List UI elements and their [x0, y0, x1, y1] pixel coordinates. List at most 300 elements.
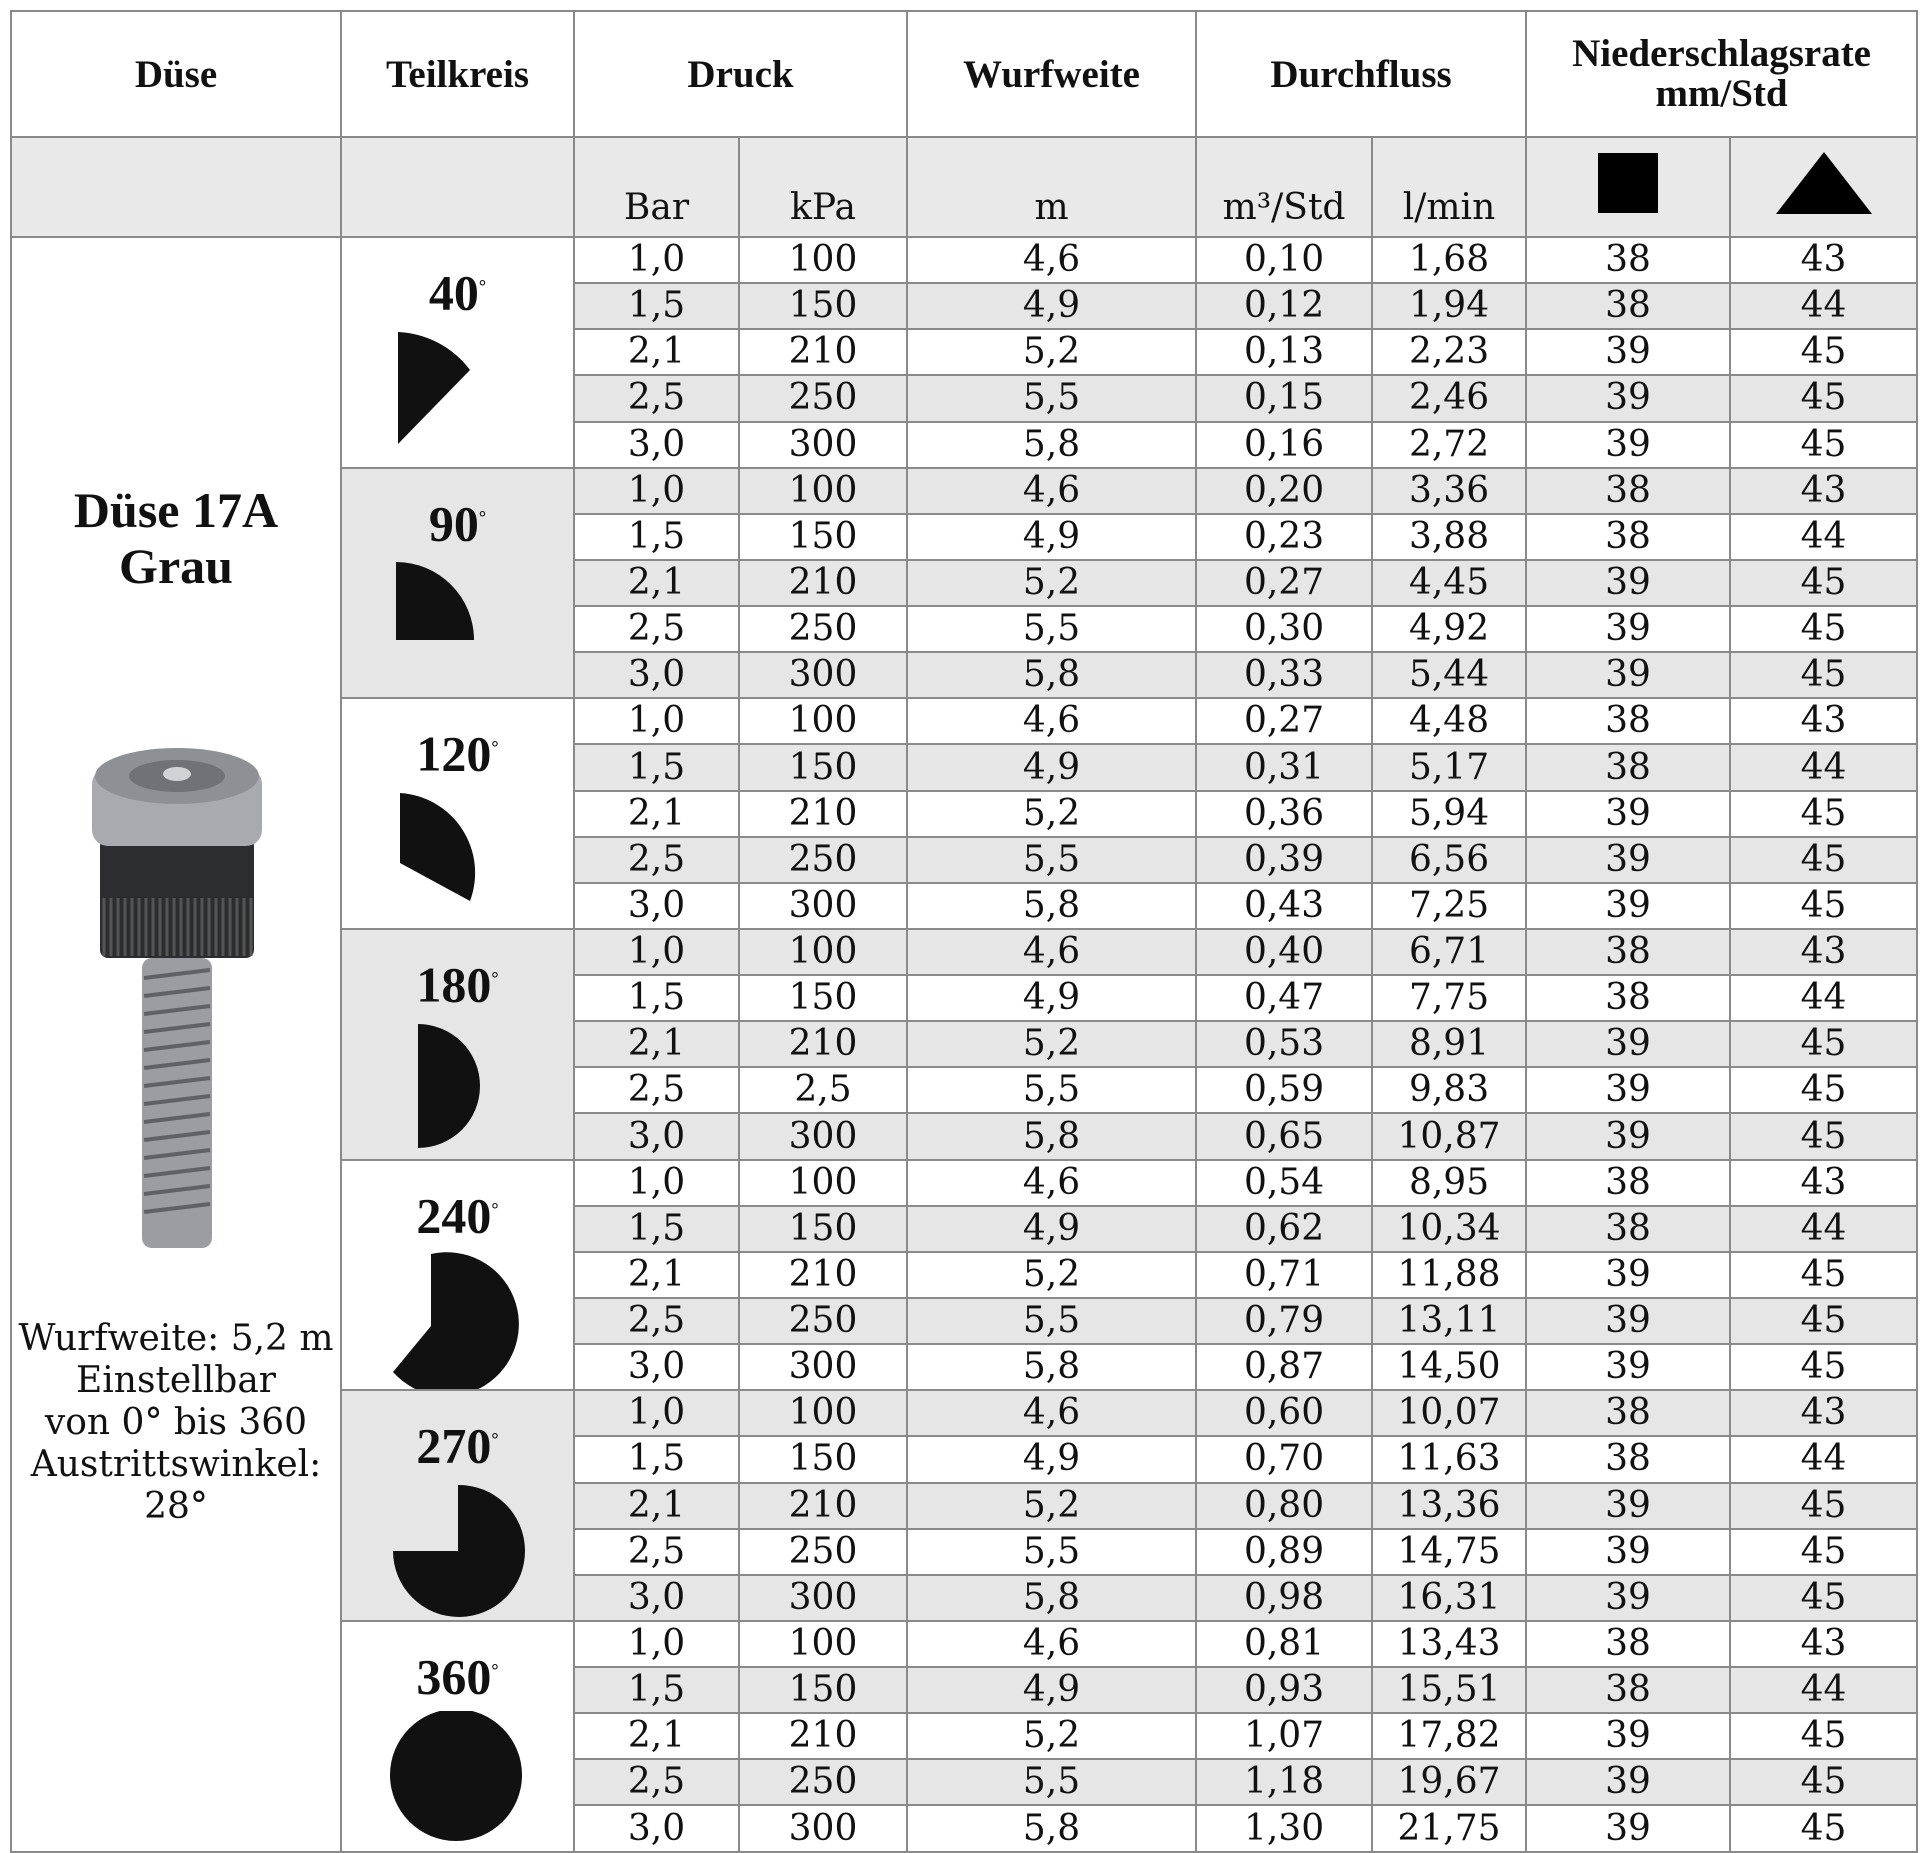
cell-bar: 1,0 [574, 237, 739, 283]
cell-kpa: 210 [739, 1021, 907, 1067]
cell-rate-square: 39 [1526, 1344, 1730, 1390]
nozzle-info [12, 1318, 340, 1528]
cell-rate-triangle: 44 [1730, 1206, 1917, 1252]
cell-kpa: 100 [739, 468, 907, 514]
cell-kpa: 300 [739, 883, 907, 929]
cell-m3-per-hour: 0,65 [1196, 1113, 1372, 1159]
units-duese-empty [11, 137, 341, 237]
cell-rate-square: 39 [1526, 1483, 1730, 1529]
cell-m3-per-hour: 0,62 [1196, 1206, 1372, 1252]
cell-rate-triangle: 43 [1730, 698, 1917, 744]
cell-rate-square: 39 [1526, 883, 1730, 929]
cell-m3-per-hour: 0,60 [1196, 1390, 1372, 1436]
cell-wurfweite: 4,6 [907, 1160, 1196, 1206]
cell-bar: 1,5 [574, 744, 739, 790]
cell-m3-per-hour: 0,30 [1196, 606, 1372, 652]
arc-270-icon [388, 1480, 528, 1620]
cell-bar: 3,0 [574, 1344, 739, 1390]
teilkreis-cell-180 [341, 929, 574, 1160]
cell-rate-square: 38 [1526, 975, 1730, 1021]
degree-sign: ° [491, 1429, 499, 1450]
cell-l-per-min: 9,83 [1372, 1067, 1526, 1113]
cell-kpa: 300 [739, 1344, 907, 1390]
cell-rate-square: 39 [1526, 1067, 1730, 1113]
cell-kpa: 300 [739, 1805, 907, 1851]
cell-l-per-min: 11,88 [1372, 1252, 1526, 1298]
teilkreis-degree [342, 721, 573, 780]
cell-bar: 3,0 [574, 883, 739, 929]
cell-rate-triangle: 43 [1730, 1390, 1917, 1436]
cell-rate-square: 39 [1526, 652, 1730, 698]
cell-bar: 1,5 [574, 975, 739, 1021]
cell-rate-triangle: 45 [1730, 1067, 1917, 1113]
unit-m: m [907, 137, 1196, 237]
nozzle-info-line: von 0° bis 360 [44, 1402, 308, 1443]
cell-rate-square: 38 [1526, 237, 1730, 283]
teilkreis-cell-90 [341, 468, 574, 699]
cell-rate-square: 39 [1526, 1252, 1730, 1298]
teilkreis-degree-value: 240 [416, 1187, 492, 1244]
nozzle-description-cell [11, 237, 341, 1852]
cell-bar: 1,0 [574, 1621, 739, 1667]
header-row [11, 11, 1917, 137]
teilkreis-cell-40 [341, 237, 574, 468]
cell-rate-square: 38 [1526, 698, 1730, 744]
nozzle-performance-table [10, 10, 1918, 1853]
cell-rate-triangle: 45 [1730, 1575, 1917, 1621]
cell-l-per-min: 7,75 [1372, 975, 1526, 1021]
cell-kpa: 150 [739, 1667, 907, 1713]
cell-kpa: 100 [739, 1160, 907, 1206]
cell-wurfweite: 4,6 [907, 237, 1196, 283]
teilkreis-degree [342, 491, 573, 550]
cell-l-per-min: 13,36 [1372, 1483, 1526, 1529]
cell-m3-per-hour: 0,93 [1196, 1667, 1372, 1713]
cell-wurfweite: 4,9 [907, 1667, 1196, 1713]
cell-rate-square: 38 [1526, 1436, 1730, 1482]
cell-bar: 2,1 [574, 1713, 739, 1759]
cell-wurfweite: 5,2 [907, 791, 1196, 837]
cell-wurfweite: 5,8 [907, 1113, 1196, 1159]
cell-l-per-min: 11,63 [1372, 1436, 1526, 1482]
cell-wurfweite: 4,6 [907, 1390, 1196, 1436]
cell-kpa: 2,5 [739, 1067, 907, 1113]
cell-kpa: 100 [739, 237, 907, 283]
cell-bar: 3,0 [574, 652, 739, 698]
cell-l-per-min: 4,45 [1372, 560, 1526, 606]
teilkreis-degree-value: 120 [416, 725, 492, 782]
cell-rate-triangle: 45 [1730, 1713, 1917, 1759]
nozzle-info-line: 28° [144, 1486, 208, 1527]
cell-l-per-min: 1,68 [1372, 237, 1526, 283]
cell-m3-per-hour: 0,59 [1196, 1067, 1372, 1113]
cell-bar: 2,1 [574, 329, 739, 375]
cell-bar: 2,5 [574, 1067, 739, 1113]
cell-wurfweite: 5,2 [907, 1483, 1196, 1529]
cell-kpa: 250 [739, 375, 907, 421]
cell-m3-per-hour: 0,80 [1196, 1483, 1372, 1529]
cell-kpa: 150 [739, 975, 907, 1021]
cell-kpa: 100 [739, 1390, 907, 1436]
cell-l-per-min: 4,48 [1372, 698, 1526, 744]
cell-kpa: 100 [739, 1621, 907, 1667]
cell-m3-per-hour: 0,47 [1196, 975, 1372, 1021]
cell-m3-per-hour: 0,13 [1196, 329, 1372, 375]
cell-wurfweite: 5,5 [907, 1067, 1196, 1113]
cell-l-per-min: 10,87 [1372, 1113, 1526, 1159]
cell-wurfweite: 4,9 [907, 283, 1196, 329]
cell-m3-per-hour: 1,18 [1196, 1759, 1372, 1805]
cell-rate-triangle: 45 [1730, 560, 1917, 606]
cell-rate-square: 38 [1526, 468, 1730, 514]
cell-m3-per-hour: 0,27 [1196, 560, 1372, 606]
cell-wurfweite: 4,9 [907, 1436, 1196, 1482]
cell-l-per-min: 5,17 [1372, 744, 1526, 790]
teilkreis-degree [342, 260, 573, 319]
cell-bar: 1,0 [574, 1390, 739, 1436]
cell-rate-triangle: 45 [1730, 329, 1917, 375]
cell-kpa: 150 [739, 744, 907, 790]
arc-180-icon [388, 1019, 528, 1159]
cell-bar: 1,5 [574, 1436, 739, 1482]
cell-kpa: 250 [739, 1298, 907, 1344]
cell-m3-per-hour: 1,30 [1196, 1805, 1372, 1851]
cell-m3-per-hour: 0,15 [1196, 375, 1372, 421]
cell-wurfweite: 4,6 [907, 929, 1196, 975]
cell-l-per-min: 14,50 [1372, 1344, 1526, 1390]
cell-rate-triangle: 43 [1730, 468, 1917, 514]
table-body [11, 237, 1917, 1852]
cell-wurfweite: 5,2 [907, 1021, 1196, 1067]
cell-m3-per-hour: 0,33 [1196, 652, 1372, 698]
cell-bar: 2,5 [574, 1759, 739, 1805]
units-row [11, 137, 1917, 237]
cell-bar: 2,1 [574, 1483, 739, 1529]
cell-wurfweite: 4,6 [907, 698, 1196, 744]
cell-kpa: 300 [739, 1575, 907, 1621]
cell-l-per-min: 5,94 [1372, 791, 1526, 837]
cell-bar: 3,0 [574, 1805, 739, 1851]
cell-kpa: 300 [739, 422, 907, 468]
nozzle-performance-table-wrapper [10, 10, 1916, 1849]
cell-wurfweite: 4,9 [907, 975, 1196, 1021]
cell-rate-square: 39 [1526, 791, 1730, 837]
unit-triangle-cell [1730, 137, 1917, 237]
cell-kpa: 250 [739, 606, 907, 652]
cell-rate-triangle: 45 [1730, 1113, 1917, 1159]
header-teilkreis: Teilkreis [341, 11, 574, 137]
cell-kpa: 100 [739, 929, 907, 975]
cell-kpa: 150 [739, 283, 907, 329]
cell-l-per-min: 3,36 [1372, 468, 1526, 514]
cell-wurfweite: 5,2 [907, 560, 1196, 606]
cell-m3-per-hour: 0,98 [1196, 1575, 1372, 1621]
cell-wurfweite: 5,2 [907, 1713, 1196, 1759]
cell-l-per-min: 6,56 [1372, 837, 1526, 883]
cell-rate-triangle: 43 [1730, 929, 1917, 975]
cell-wurfweite: 5,8 [907, 652, 1196, 698]
cell-kpa: 250 [739, 1529, 907, 1575]
cell-rate-triangle: 43 [1730, 1160, 1917, 1206]
cell-l-per-min: 8,91 [1372, 1021, 1526, 1067]
cell-m3-per-hour: 0,79 [1196, 1298, 1372, 1344]
cell-rate-square: 39 [1526, 329, 1730, 375]
cell-wurfweite: 5,8 [907, 883, 1196, 929]
cell-rate-triangle: 43 [1730, 237, 1917, 283]
arc-240-icon [388, 1249, 528, 1389]
cell-rate-triangle: 45 [1730, 606, 1917, 652]
nozzle-name [12, 482, 340, 594]
cell-rate-triangle: 45 [1730, 1529, 1917, 1575]
cell-bar: 1,0 [574, 698, 739, 744]
degree-sign: ° [491, 967, 499, 988]
cell-rate-square: 39 [1526, 1759, 1730, 1805]
cell-kpa: 210 [739, 329, 907, 375]
cell-wurfweite: 4,9 [907, 514, 1196, 560]
cell-rate-triangle: 44 [1730, 1436, 1917, 1482]
cell-m3-per-hour: 1,07 [1196, 1713, 1372, 1759]
cell-rate-square: 39 [1526, 560, 1730, 606]
cell-wurfweite: 4,6 [907, 468, 1196, 514]
cell-bar: 2,1 [574, 560, 739, 606]
degree-sign: ° [491, 1659, 499, 1680]
teilkreis-degree [342, 1413, 573, 1472]
degree-sign: ° [491, 737, 499, 758]
cell-m3-per-hour: 0,16 [1196, 422, 1372, 468]
cell-rate-triangle: 44 [1730, 744, 1917, 790]
cell-bar: 3,0 [574, 1575, 739, 1621]
cell-l-per-min: 1,94 [1372, 283, 1526, 329]
cell-kpa: 150 [739, 1436, 907, 1482]
cell-rate-square: 39 [1526, 1113, 1730, 1159]
cell-kpa: 210 [739, 1252, 907, 1298]
nozzle-info-line: Wurfweite: 5,2 m [18, 1318, 334, 1359]
cell-wurfweite: 5,8 [907, 1344, 1196, 1390]
teilkreis-degree-value: 40 [428, 264, 479, 321]
cell-m3-per-hour: 0,36 [1196, 791, 1372, 837]
cell-m3-per-hour: 0,70 [1196, 1436, 1372, 1482]
cell-rate-triangle: 45 [1730, 883, 1917, 929]
cell-wurfweite: 5,5 [907, 837, 1196, 883]
table-row [11, 237, 1917, 283]
cell-m3-per-hour: 0,53 [1196, 1021, 1372, 1067]
cell-rate-square: 39 [1526, 1529, 1730, 1575]
cell-rate-triangle: 44 [1730, 283, 1917, 329]
cell-bar: 2,5 [574, 837, 739, 883]
triangle-spacing-icon [1776, 152, 1872, 214]
cell-l-per-min: 16,31 [1372, 1575, 1526, 1621]
cell-rate-triangle: 45 [1730, 422, 1917, 468]
cell-rate-triangle: 45 [1730, 1021, 1917, 1067]
cell-bar: 3,0 [574, 1113, 739, 1159]
cell-rate-triangle: 43 [1730, 1621, 1917, 1667]
degree-sign: ° [478, 506, 487, 527]
cell-wurfweite: 5,8 [907, 1805, 1196, 1851]
degree-sign: ° [478, 276, 487, 296]
header-niederschlagsrate [1526, 11, 1917, 137]
cell-rate-triangle: 45 [1730, 1805, 1917, 1851]
nozzle-name-line2: Grau [119, 538, 233, 594]
cell-bar: 2,1 [574, 1252, 739, 1298]
cell-l-per-min: 8,95 [1372, 1160, 1526, 1206]
cell-bar: 1,0 [574, 1160, 739, 1206]
cell-rate-triangle: 45 [1730, 1759, 1917, 1805]
cell-l-per-min: 3,88 [1372, 514, 1526, 560]
cell-kpa: 150 [739, 1206, 907, 1252]
cell-rate-triangle: 45 [1730, 1298, 1917, 1344]
teilkreis-cell-270 [341, 1390, 574, 1621]
cell-wurfweite: 4,9 [907, 1206, 1196, 1252]
cell-rate-triangle: 44 [1730, 975, 1917, 1021]
cell-m3-per-hour: 0,39 [1196, 837, 1372, 883]
cell-kpa: 300 [739, 652, 907, 698]
cell-bar: 1,5 [574, 1667, 739, 1713]
cell-kpa: 250 [739, 837, 907, 883]
unit-m3-per-hour: m³/Std [1196, 137, 1372, 237]
cell-wurfweite: 5,5 [907, 375, 1196, 421]
cell-bar: 1,5 [574, 1206, 739, 1252]
unit-l-per-min: l/min [1372, 137, 1526, 237]
cell-rate-square: 38 [1526, 1206, 1730, 1252]
cell-l-per-min: 14,75 [1372, 1529, 1526, 1575]
arc-120-icon [388, 788, 528, 928]
cell-kpa: 250 [739, 1759, 907, 1805]
cell-rate-square: 38 [1526, 1621, 1730, 1667]
cell-wurfweite: 4,6 [907, 1621, 1196, 1667]
cell-rate-triangle: 45 [1730, 652, 1917, 698]
cell-m3-per-hour: 0,89 [1196, 1529, 1372, 1575]
cell-rate-square: 39 [1526, 1298, 1730, 1344]
cell-wurfweite: 5,8 [907, 422, 1196, 468]
cell-l-per-min: 13,11 [1372, 1298, 1526, 1344]
unit-kpa: kPa [739, 137, 907, 237]
cell-kpa: 210 [739, 560, 907, 606]
cell-bar: 3,0 [574, 422, 739, 468]
cell-wurfweite: 5,5 [907, 1529, 1196, 1575]
cell-rate-square: 38 [1526, 929, 1730, 975]
cell-rate-square: 39 [1526, 422, 1730, 468]
cell-wurfweite: 5,5 [907, 606, 1196, 652]
nozzle-name-line1: Düse 17A [73, 482, 279, 538]
cell-m3-per-hour: 0,12 [1196, 283, 1372, 329]
teilkreis-degree [342, 1644, 573, 1703]
cell-bar: 2,1 [574, 791, 739, 837]
cell-rate-square: 39 [1526, 606, 1730, 652]
cell-rate-triangle: 45 [1730, 1252, 1917, 1298]
cell-l-per-min: 10,34 [1372, 1206, 1526, 1252]
cell-l-per-min: 10,07 [1372, 1390, 1526, 1436]
header-durchfluss: Durchfluss [1196, 11, 1526, 137]
teilkreis-degree-value: 180 [416, 956, 492, 1013]
cell-l-per-min: 13,43 [1372, 1621, 1526, 1667]
cell-l-per-min: 2,72 [1372, 422, 1526, 468]
cell-rate-square: 39 [1526, 1575, 1730, 1621]
cell-rate-square: 38 [1526, 744, 1730, 790]
cell-kpa: 150 [739, 514, 907, 560]
cell-rate-triangle: 45 [1730, 791, 1917, 837]
header-duese: Düse [11, 11, 341, 137]
cell-m3-per-hour: 0,87 [1196, 1344, 1372, 1390]
header-wurfweite: Wurfweite [907, 11, 1196, 137]
unit-square-cell [1526, 137, 1730, 237]
cell-rate-triangle: 45 [1730, 375, 1917, 421]
cell-rate-square: 39 [1526, 1713, 1730, 1759]
teilkreis-degree-value: 270 [416, 1417, 492, 1474]
cell-rate-square: 38 [1526, 514, 1730, 560]
cell-rate-triangle: 45 [1730, 837, 1917, 883]
cell-kpa: 210 [739, 791, 907, 837]
cell-bar: 1,0 [574, 929, 739, 975]
cell-m3-per-hour: 0,10 [1196, 237, 1372, 283]
cell-l-per-min: 17,82 [1372, 1713, 1526, 1759]
cell-wurfweite: 5,5 [907, 1298, 1196, 1344]
cell-wurfweite: 4,9 [907, 744, 1196, 790]
header-niederschlagsrate-label: Niederschlagsrate [1572, 32, 1871, 75]
cell-l-per-min: 2,46 [1372, 375, 1526, 421]
arc-40-icon [388, 327, 528, 467]
header-niederschlagsrate-unit: mm/Std [1655, 72, 1788, 115]
cell-l-per-min: 19,67 [1372, 1759, 1526, 1805]
header-druck: Druck [574, 11, 907, 137]
cell-l-per-min: 4,92 [1372, 606, 1526, 652]
nozzle-info-line: Austrittswinkel: [30, 1444, 322, 1485]
teilkreis-cell-240 [341, 1160, 574, 1391]
cell-m3-per-hour: 0,20 [1196, 468, 1372, 514]
cell-rate-square: 38 [1526, 1160, 1730, 1206]
cell-bar: 2,5 [574, 606, 739, 652]
nozzle-info-line: Einstellbar [76, 1360, 276, 1401]
cell-bar: 1,5 [574, 514, 739, 560]
degree-sign: ° [491, 1198, 499, 1219]
cell-l-per-min: 2,23 [1372, 329, 1526, 375]
cell-m3-per-hour: 0,71 [1196, 1252, 1372, 1298]
cell-bar: 2,5 [574, 1298, 739, 1344]
cell-m3-per-hour: 0,31 [1196, 744, 1372, 790]
cell-rate-triangle: 44 [1730, 1667, 1917, 1713]
cell-rate-square: 39 [1526, 837, 1730, 883]
teilkreis-degree [342, 952, 573, 1011]
cell-m3-per-hour: 0,81 [1196, 1621, 1372, 1667]
cell-rate-triangle: 45 [1730, 1344, 1917, 1390]
cell-rate-square: 39 [1526, 1805, 1730, 1851]
cell-m3-per-hour: 0,27 [1196, 698, 1372, 744]
cell-bar: 2,5 [574, 1529, 739, 1575]
cell-bar: 1,0 [574, 468, 739, 514]
teilkreis-cell-120 [341, 698, 574, 929]
teilkreis-cell-360 [341, 1621, 574, 1852]
cell-rate-square: 39 [1526, 375, 1730, 421]
square-spacing-icon [1598, 153, 1658, 213]
cell-bar: 2,5 [574, 375, 739, 421]
cell-kpa: 210 [739, 1713, 907, 1759]
cell-wurfweite: 5,2 [907, 1252, 1196, 1298]
cell-l-per-min: 5,44 [1372, 652, 1526, 698]
cell-rate-square: 38 [1526, 1390, 1730, 1436]
cell-kpa: 100 [739, 698, 907, 744]
teilkreis-degree [342, 1183, 573, 1242]
cell-l-per-min: 6,71 [1372, 929, 1526, 975]
cell-l-per-min: 7,25 [1372, 883, 1526, 929]
unit-bar: Bar [574, 137, 739, 237]
cell-rate-square: 38 [1526, 1667, 1730, 1713]
cell-m3-per-hour: 0,54 [1196, 1160, 1372, 1206]
arc-90-icon [388, 557, 528, 697]
cell-rate-triangle: 44 [1730, 514, 1917, 560]
cell-wurfweite: 5,2 [907, 329, 1196, 375]
cell-l-per-min: 21,75 [1372, 1805, 1526, 1851]
cell-rate-triangle: 45 [1730, 1483, 1917, 1529]
cell-kpa: 300 [739, 1113, 907, 1159]
